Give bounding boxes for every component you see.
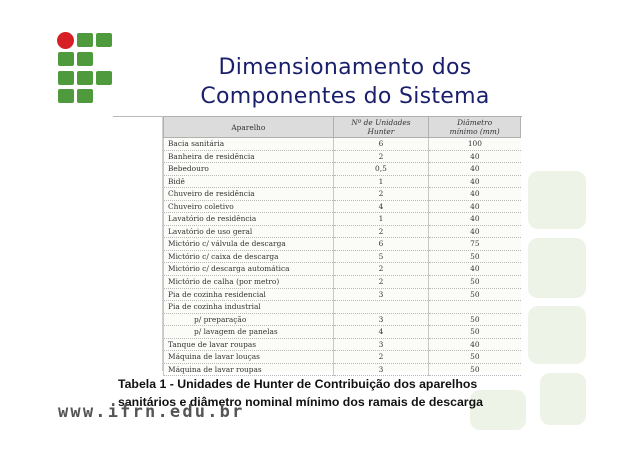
decorative-square [540,373,586,425]
cell-aparelho: Mictório c/ caixa de descarga [164,250,334,263]
cell-aparelho: Lavatório de uso geral [164,225,334,238]
page-title [150,53,540,111]
decorative-square [528,238,586,298]
cell-diametro: 50 [429,326,521,339]
cell-hunter: 4 [333,200,429,213]
hunter-table [163,116,521,376]
table-row [164,138,521,151]
table-row [164,200,521,213]
cell-hunter: 2 [333,225,429,238]
title-line-2: Componentes do Sistema [200,84,490,109]
column-header-diametro: Diâmetro mínimo (mm) [429,117,521,138]
logo-red-dot [57,32,74,49]
table-header-row [164,117,521,138]
table-row [164,338,521,351]
cell-hunter: 0,5 [333,163,429,176]
cell-aparelho: Pia de cozinha residencial [164,288,334,301]
cell-diametro: 50 [429,276,521,289]
cell-aparelho: Mictório c/ válvula de descarga [164,238,334,251]
cell-hunter: 5 [333,250,429,263]
cell-aparelho: Lavatório de residência [164,213,334,226]
cell-hunter: 2 [333,263,429,276]
cell-hunter: 1 [333,213,429,226]
cell-hunter: 2 [333,188,429,201]
cell-aparelho: p/ lavagem de panelas [164,326,334,339]
cell-diametro: 75 [429,238,521,251]
table-row [164,163,521,176]
ifrn-logo-icon [56,31,114,103]
column-header-hunter: Nº de Unidades Hunter [333,117,429,138]
table-row [164,363,521,376]
cell-aparelho: Bidê [164,175,334,188]
cell-diametro: 50 [429,250,521,263]
cell-hunter: 2 [333,276,429,289]
cell-hunter: 3 [333,288,429,301]
cell-diametro: 50 [429,351,521,364]
cell-aparelho: p/ preparação [164,313,334,326]
cell-hunter: 4 [333,326,429,339]
table-row [164,175,521,188]
cell-aparelho: Máquina de lavar roupas [164,363,334,376]
cell-aparelho: Tanque de lavar roupas [164,338,334,351]
title-line-1: Dimensionamento dos [218,55,472,80]
cell-diametro: 40 [429,338,521,351]
table-row [164,313,521,326]
cell-diametro: 50 [429,313,521,326]
caption-line-1: Tabela 1 - Unidades de Hunter de Contribuição dos aparelhos [118,377,478,391]
table-row [164,288,521,301]
cell-aparelho: Chuveiro de residência [164,188,334,201]
table-row [164,276,521,289]
table-row [164,351,521,364]
cell-aparelho: Bacia sanitária [164,138,334,151]
decorative-square [528,171,586,229]
cell-diametro: 40 [429,188,521,201]
table-row [164,213,521,226]
cell-aparelho: Mictório de calha (por metro) [164,276,334,289]
cell-hunter: 2 [333,150,429,163]
cell-diametro [429,301,521,314]
cell-diametro: 40 [429,263,521,276]
table-row [164,250,521,263]
table-row [164,238,521,251]
cell-aparelho: Banheira de residência [164,150,334,163]
cell-diametro: 40 [429,175,521,188]
cell-hunter: 3 [333,313,429,326]
cell-aparelho: Mictório c/ descarga automática [164,263,334,276]
cell-hunter: 3 [333,338,429,351]
cell-diametro: 40 [429,213,521,226]
footer-url: www.ifrn.edu.br [58,402,245,422]
cell-hunter: 3 [333,363,429,376]
cell-diametro: 40 [429,200,521,213]
table-row [164,326,521,339]
cell-hunter [333,301,429,314]
cell-aparelho: Pia de cozinha industrial [164,301,334,314]
cell-aparelho: Chuveiro coletivo [164,200,334,213]
cell-diametro: 40 [429,163,521,176]
cell-aparelho: Bebedouro [164,163,334,176]
table-row [164,263,521,276]
hunter-table-image [162,116,521,374]
cell-diametro: 50 [429,363,521,376]
cell-diametro: 40 [429,150,521,163]
cell-aparelho: Máquina de lavar louças [164,351,334,364]
cell-hunter: 2 [333,351,429,364]
column-header-aparelho: Aparelho [164,117,334,138]
table-row [164,188,521,201]
cell-diametro: 50 [429,288,521,301]
cell-hunter: 6 [333,138,429,151]
cell-diametro: 40 [429,225,521,238]
table-row [164,225,521,238]
table-row [164,150,521,163]
table-row [164,301,521,314]
decorative-square [528,306,586,364]
caption-line-2: sanitários e diâmetro nominal mínimo dos ramais de descarga [118,395,483,409]
cell-diametro: 100 [429,138,521,151]
cell-hunter: 1 [333,175,429,188]
cell-hunter: 6 [333,238,429,251]
